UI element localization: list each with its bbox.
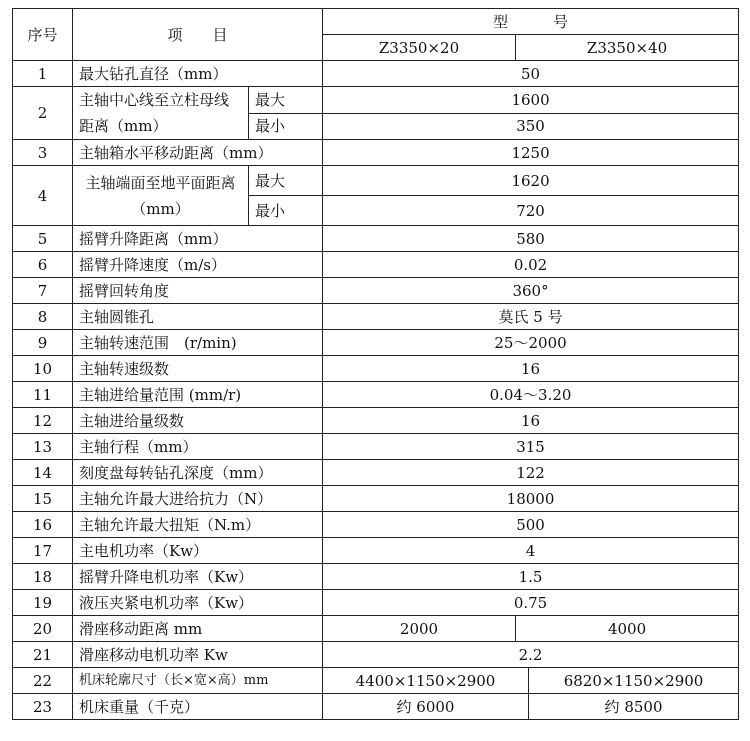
row-value-a: 2000 [323,616,516,642]
header-row [13,9,739,35]
row-item: 机床重量（千克） [73,694,323,720]
spec-table [12,8,739,720]
table-row [13,642,739,668]
row-no: 7 [13,278,73,304]
row-value: 0.02 [323,252,739,278]
table-row [13,252,739,278]
table-row [13,434,739,460]
row-item: 液压夹紧电机功率（Kw） [73,590,323,616]
row-no: 9 [13,330,73,356]
table-row [13,538,739,564]
table-row [13,166,739,196]
table-row [13,590,739,616]
row-no: 8 [13,304,73,330]
row-value: 1.5 [323,564,739,590]
row-item: 主轴允许最大扭矩（N.m） [73,512,323,538]
row-no: 2 [13,87,73,140]
row-no: 20 [13,616,73,642]
row-value: 720 [323,196,739,226]
table-row [13,356,739,382]
row-value: 16 [323,408,739,434]
row-item: 刻度盘每转钻孔深度（mm） [73,460,323,486]
row-value: 1620 [323,166,739,196]
row-item: 主轴转速范围 (r/min) [73,330,323,356]
row-no: 14 [13,460,73,486]
row-value: 4 [323,538,739,564]
row-no: 4 [13,166,73,226]
row-value-b: 4000 [516,616,739,642]
row-sub-label: 最小 [249,196,323,226]
row-item: 主轴转速级数 [73,356,323,382]
row-item: 机床轮廓尺寸（长×宽×高）mm [73,668,323,694]
table-row [13,87,739,114]
header-item: 项 目 [73,9,323,61]
row-value: 500 [323,512,739,538]
row-no: 1 [13,61,73,87]
row-no: 16 [13,512,73,538]
row-value: 25～2000 [323,330,739,356]
row-no: 15 [13,486,73,512]
table-row [13,61,739,87]
row-value: 16 [323,356,739,382]
row-item: 摇臂升降电机功率（Kw） [73,564,323,590]
row-value: 580 [323,226,739,252]
table-row [13,668,739,694]
header-model: 型 号 [323,9,739,35]
row-no: 3 [13,140,73,166]
row-no: 11 [13,382,73,408]
row-value: 122 [323,460,739,486]
header-no: 序号 [13,9,73,61]
row-item: 主轴进给量级数 [73,408,323,434]
row-no: 10 [13,356,73,382]
row-item: 滑座移动电机功率 Kw [73,642,323,668]
row-value: 1600 [323,87,739,114]
row-no: 13 [13,434,73,460]
table-row [13,382,739,408]
row-no: 23 [13,694,73,720]
row-no: 5 [13,226,73,252]
row-item: 主轴行程（mm） [73,434,323,460]
row-no: 18 [13,564,73,590]
row-item: 主电机功率（Kw） [73,538,323,564]
table-row [13,408,739,434]
table-row [13,278,739,304]
row-item: 主轴允许最大进给抗力（N） [73,486,323,512]
row-item: 滑座移动距离 mm [73,616,323,642]
table-row [13,694,739,720]
row-item: 主轴箱水平移动距离（mm） [73,140,323,166]
row-no: 17 [13,538,73,564]
row-item: 主轴中心线至立柱母线距离（mm） [73,87,249,140]
row-value: 0.04～3.20 [323,382,739,408]
row-value: 360° [323,278,739,304]
table-row [13,460,739,486]
table-row [13,330,739,356]
row-value: 315 [323,434,739,460]
row-item: 摇臂回转角度 [73,278,323,304]
row-no: 19 [13,590,73,616]
row-value: 350 [323,113,739,140]
table-row [13,564,739,590]
row-item: 主轴圆锥孔 [73,304,323,330]
row-value: 1250 [323,140,739,166]
table-row [13,226,739,252]
table-row [13,486,739,512]
table-row [13,616,739,642]
row-sub-label: 最大 [249,87,323,114]
row-value: 0.75 [323,590,739,616]
row-no: 12 [13,408,73,434]
row-value-b: 约 8500 [529,694,739,720]
row-value: 50 [323,61,739,87]
row-no: 6 [13,252,73,278]
header-model-b: Z3350×40 [516,35,739,61]
row-no: 22 [13,668,73,694]
row-value: 莫氏 5 号 [323,304,739,330]
table-row [13,512,739,538]
row-value: 18000 [323,486,739,512]
row-item: 主轴端面至地平面距离（mm） [73,166,249,226]
table-row [13,304,739,330]
row-value-b: 6820×1150×2900 [529,668,739,694]
row-sub-label: 最大 [249,166,323,196]
row-sub-label: 最小 [249,113,323,140]
row-no: 21 [13,642,73,668]
row-item: 摇臂升降速度（m/s） [73,252,323,278]
row-item: 主轴进给量范围 (mm/r) [73,382,323,408]
table-row [13,140,739,166]
row-item: 摇臂升降距离（mm） [73,226,323,252]
row-value-a: 4400×1150×2900 [323,668,529,694]
header-model-a: Z3350×20 [323,35,516,61]
row-value-a: 约 6000 [323,694,529,720]
row-item: 最大钻孔直径（mm） [73,61,323,87]
row-value: 2.2 [323,642,739,668]
